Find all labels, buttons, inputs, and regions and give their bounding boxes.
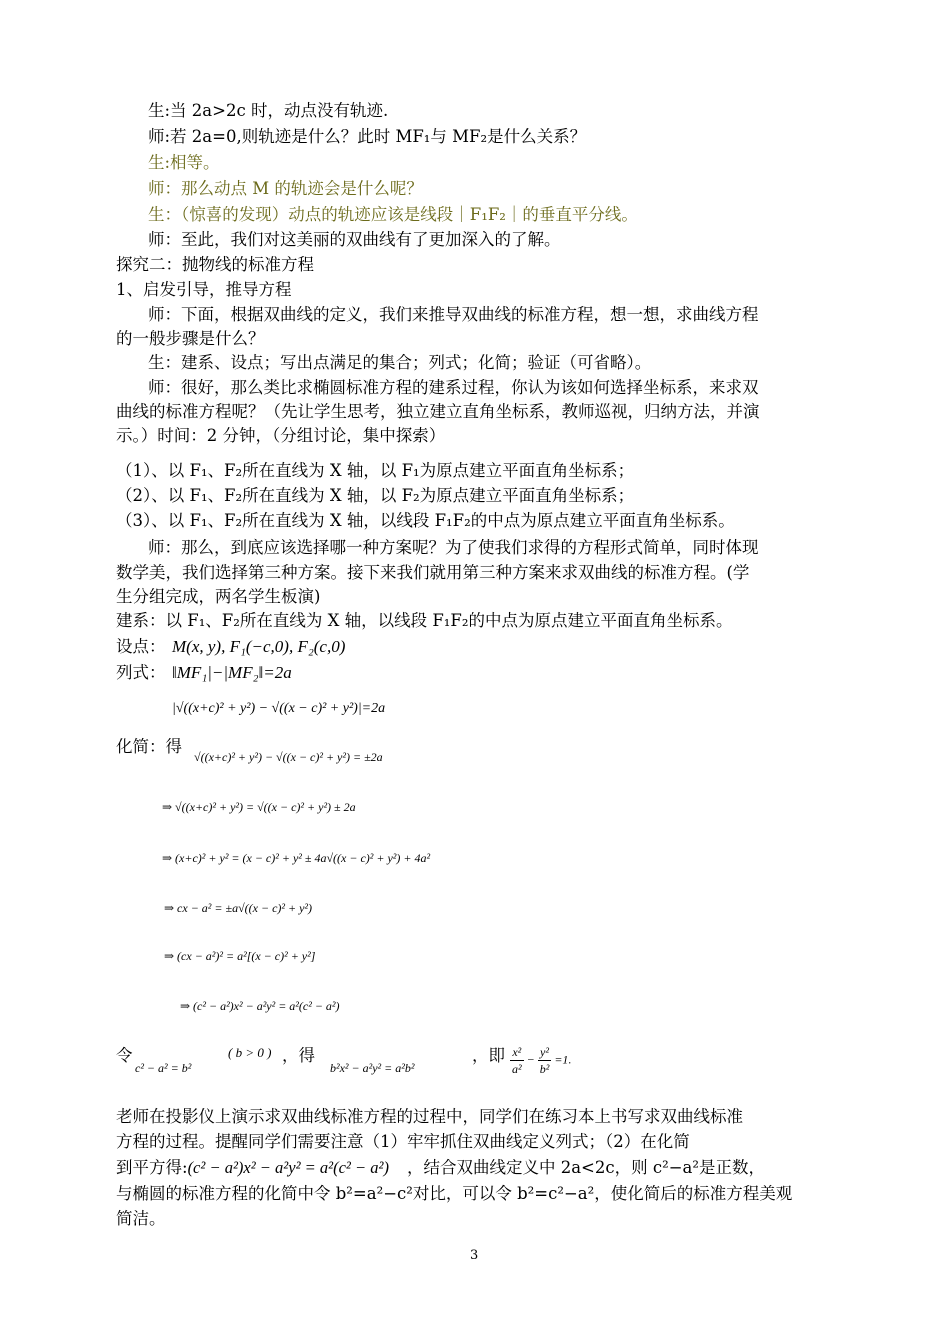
math-step-0: √((x+c)² + y²) − √((x − c)² + y²) = ±2a [194,750,383,764]
math-formula-1: ‖MF₁|−|MF₂‖=2a [172,663,292,682]
math-step-3: ⇒ cx − a² = ±a√((x − c)² + y²) [164,901,313,915]
closing-line-2: 方程的过程。提醒同学们需要注意（1）牢牢抓住双曲线定义列式；（2）在化简 [116,1132,690,1151]
line-1: 生:当 2a>2c 时，动点没有轨迹. [148,101,389,120]
option-1: （1）、以 F₁、F₂所在直线为 X 轴，以 F₁为原点建立平面直角坐标系； [116,461,635,480]
closing-line-3: 到平方得:(c² − a²)x² − a²y² = a²(c² − a²) ，结合双曲线定义中 2a<2c，则 c²−a²是正数， [116,1158,765,1177]
math-let: c² − a² = b² [135,1061,192,1075]
line-14: 示。）时间：2 分钟，（分组讨论，集中探索） [116,426,446,445]
closing-line-5: 简洁。 [116,1209,166,1228]
math-formula-2: |√((x+c)² + y²) − √((x − c)² + y²)|=2a [172,701,386,716]
line-19: 数学美，我们选择第三种方案。接下来我们就用第三种方案来求双曲线的标准方程。(学 [116,563,750,582]
math-got: b²x² − a²y² = a²b² [330,1061,415,1075]
option-2: （2）、以 F₁、F₂所在直线为 X 轴，以 F₂为原点建立平面直角坐标系； [116,486,635,505]
math-set-point: M(x, y), F₁(−c,0), F₂(c,0) [172,637,346,656]
label-get: ，得 [282,1046,315,1065]
line-3: 生:相等。 [148,153,220,172]
line-10: 的一般步骤是什么？ [116,329,265,348]
math-cond: ( b > 0 ) [228,1045,272,1060]
closing-line-4: 与椭圆的标准方程的化简中令 b²=a²−c²对比，可以令 b²=c²−a²，使化简后的标准方程美观 [116,1184,793,1203]
label-let: 令 [116,1046,133,1065]
section-heading: 探究二：抛物线的标准方程 [116,255,314,274]
page-number: 3 [470,1248,479,1263]
sub-heading: 1、启发引导，推导方程 [116,280,292,299]
math-step-4: ⇒ (cx − a²)² = a²[(x − c)² + y²] [164,949,316,963]
math-step-5: ⇒ (c² − a²)x² − a²y² = a²(c² − a²) [180,999,340,1013]
line-2: 师:若 2a=0,则轨迹是什么？此时 MF₁与 MF₂是什么关系？ [148,127,587,146]
label-i-e: ，即 [472,1046,505,1065]
label-set-point: 设点： [116,637,166,656]
line-18: 师：那么，到底应该选择哪一种方案呢？为了使我们求得的方程形式简单，同时体现 [148,538,759,557]
line-4: 师：那么动点 M 的轨迹会是什么呢？ [148,179,423,198]
line-21: 建系：以 F₁、F₂所在直线为 X 轴，以线段 F₁F₂的中点为原点建立平面直角坐标系。 [116,611,733,630]
line-13: 曲线的标准方程呢？（先让学生思考，独立建立直角坐标系，教师巡视，归纳方法，并演 [116,402,760,421]
label-simplify: 化简：得 [116,737,182,756]
line-5: 生：（惊喜的发现）动点的轨迹应该是线段｜F₁F₂｜的垂直平分线。 [148,205,638,224]
closing-line-1: 老师在投影仪上演示求双曲线标准方程的过程中，同学们在练习本上书写求双曲线标准 [116,1107,743,1126]
line-20: 生分组完成，两名学生板演) [116,587,321,606]
line-9: 师：下面，根据双曲线的定义，我们来推导双曲线的标准方程，想一想，求曲线方程 [148,305,759,324]
line-6: 师：至此，我们对这美丽的双曲线有了更加深入的了解。 [148,230,561,249]
math-std-eq: $\frac{\text{x²}}{\text{a²}}$ − $\frac{\text{y²}}{\text{b²}}$ =1. [512,1045,572,1076]
line-12: 师：很好，那么类比求椭圆标准方程的建系过程，你认为该如何选择坐标系，来求双 [148,378,759,397]
math-step-2: ⇒ (x+c)² + y² = (x − c)² + y² ± 4a√((x − c)² + y²) + 4a² [162,851,431,865]
math-step-1: ⇒ √((x+c)² + y²) = √((x − c)² + y²) ± 2a [162,800,356,814]
line-11: 生：建系、设点；写出点满足的集合；列式；化简；验证（可省略）。 [148,353,652,372]
closing-math: (c² − a²)x² − a²y² = a²(c² − a²) [187,1158,389,1177]
label-formula: 列式： [116,663,166,682]
option-3: （3）、以 F₁、F₂所在直线为 X 轴，以线段 F₁F₂的中点为原点建立平面直角坐标系。 [116,511,735,530]
